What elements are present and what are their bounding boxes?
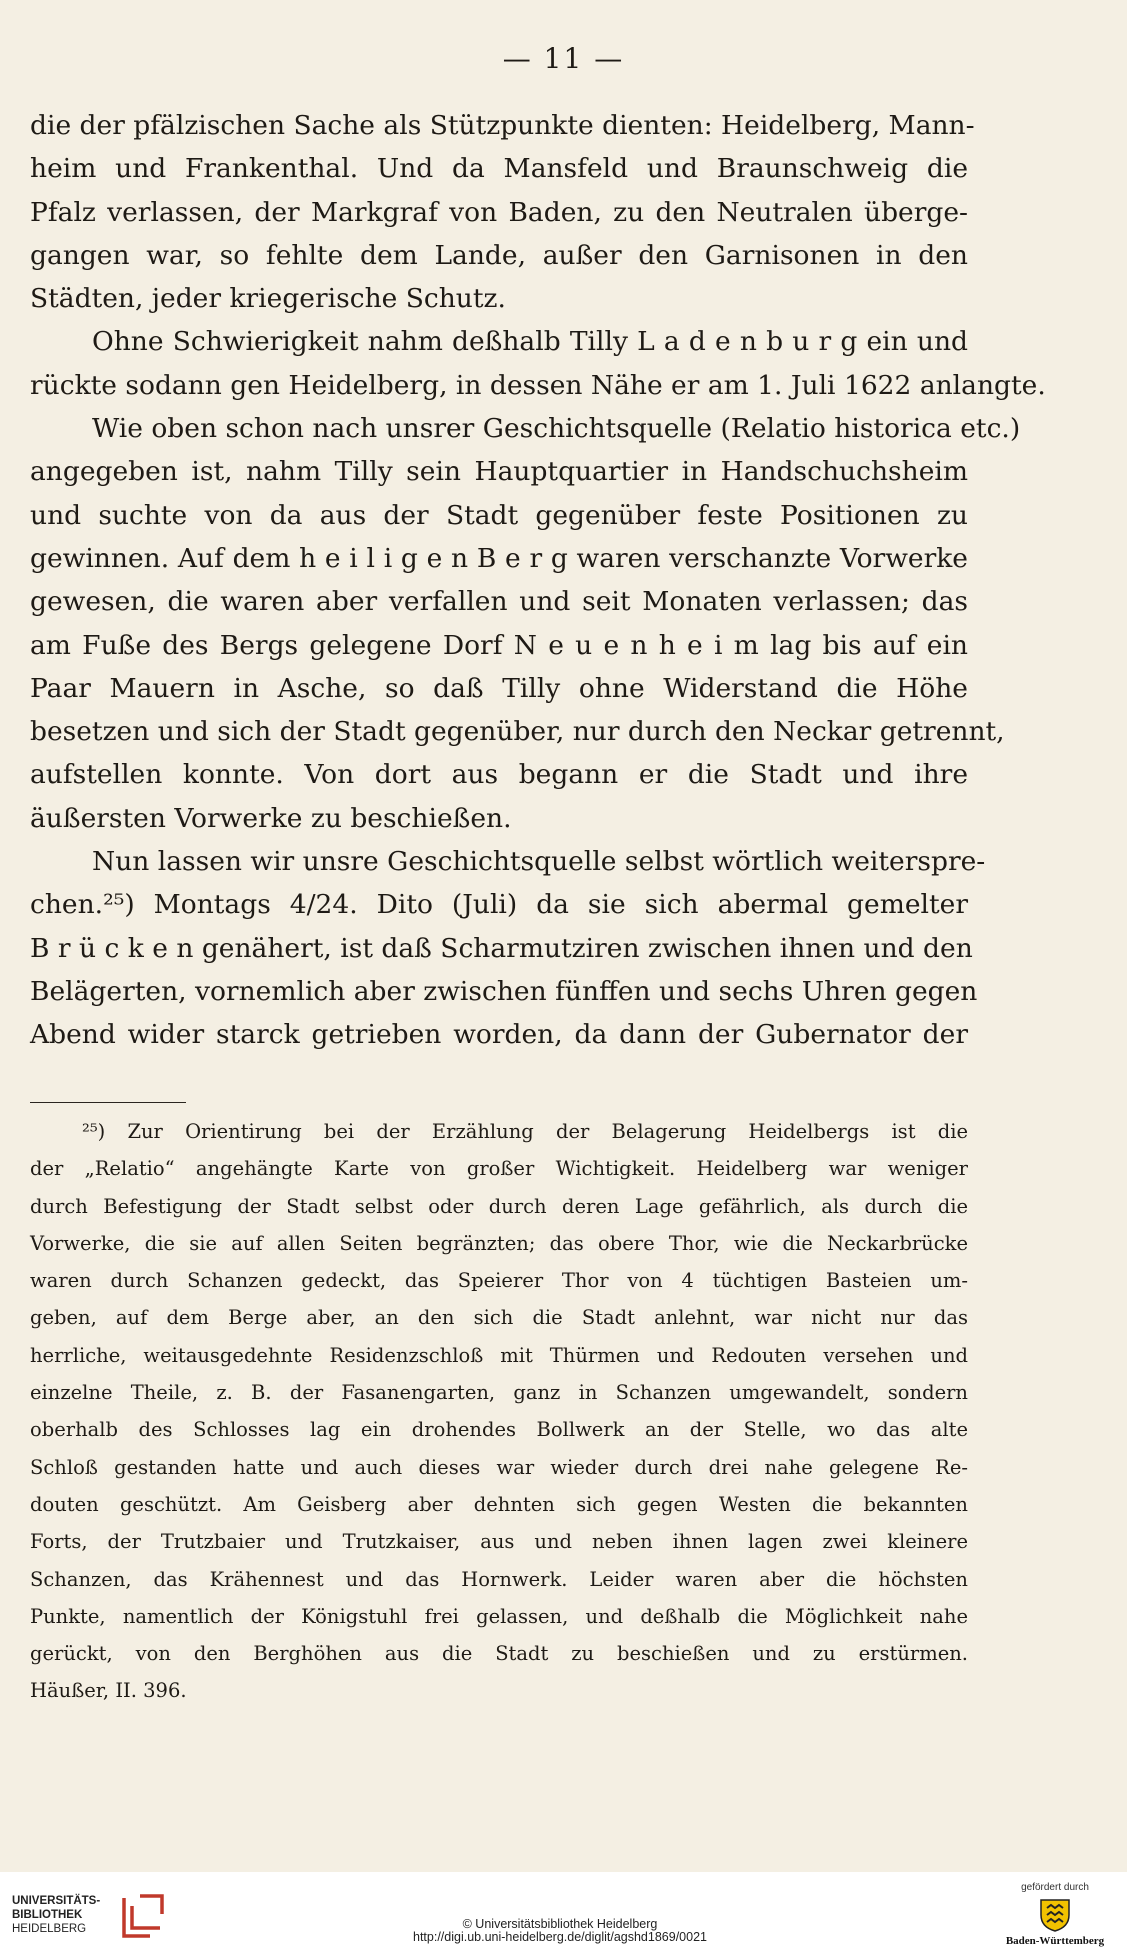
sponsor-label: gefördert durch xyxy=(1021,1882,1089,1893)
text-line: Wie oben schon nach unsrer Geschichtsquelle (Relatio historica etc.) xyxy=(92,413,1021,445)
footnote-line: waren durch Schanzen gedeckt, das Speierer Thor von 4 tüchtigen Basteien um- xyxy=(30,1269,968,1293)
sponsor-name: Baden-Württemberg xyxy=(1005,1935,1105,1947)
footnote-divider xyxy=(30,1102,186,1103)
footnote-line: geben, auf dem Berge aber, an den sich die Stadt anlehnt, war nicht nur das xyxy=(30,1306,968,1330)
footnote-line: oberhalb des Schlosses lag ein drohendes Bollwerk an der Stelle, wo das alte xyxy=(30,1418,968,1442)
sponsor-block xyxy=(995,1882,1115,1947)
footnote xyxy=(30,1113,968,1710)
text-line: Pfalz verlassen, der Markgraf von Baden, zu den Neutralen überge- xyxy=(30,196,968,228)
page-number: — 11 — xyxy=(502,42,625,75)
text-line: Nun lassen wir unsre Geschichtsquelle selbst wörtlich weiterspre- xyxy=(92,846,986,878)
footnote-line: der „Relatio“ angehängte Karte von großer Wichtigkeit. Heidelberg war weniger xyxy=(30,1157,968,1181)
logo-line: HEIDELBERG xyxy=(12,1923,87,1935)
text-line: B r ü c k e n genähert, ist daß Scharmutziren zwischen ihnen und den xyxy=(30,932,973,964)
footnote-line: einzelne Theile, z. B. der Fasanengarten, ganz in Schanzen umgewandelt, sondern xyxy=(30,1381,968,1405)
text-line: Abend wider starck getrieben worden, da dann der Gubernator der xyxy=(30,1019,968,1051)
footer-bar xyxy=(0,1872,1127,1954)
text-line: gewinnen. Auf dem h e i l i g e n B e r g waren verschanzte Vorwerke xyxy=(30,542,968,574)
footnote-line: Punkte, namentlich der Königstuhl frei gelassen, und deßhalb die Möglichkeit nahe xyxy=(30,1604,968,1628)
footnote-line: durch Befestigung der Stadt selbst oder durch deren Lage gefährlich, als durch die xyxy=(30,1194,968,1218)
footnote-line: herrliche, weitausgedehnte Residenzschloß mit Thürmen und Redouten versehen und xyxy=(30,1343,968,1367)
copyright-text: © Universitätsbibliothek Heidelberg xyxy=(462,1917,658,1931)
text-line: die der pfälzischen Sache als Stützpunkte dienten: Heidelberg, Mann- xyxy=(30,110,975,141)
text-line: Ohne Schwierigkeit nahm deßhalb Tilly L a d e n b u r g ein und xyxy=(92,326,968,358)
library-logo-icon xyxy=(120,1892,166,1942)
text-line: aufstellen konnte. Von dort aus begann er die Stadt und ihre xyxy=(30,759,968,791)
footnote-line: ²⁵) Zur Orientirung bei der Erzählung der Belagerung Heidelbergs ist die xyxy=(82,1120,968,1143)
footnote-line: douten geschützt. Am Geisberg aber dehnten sich gegen Westen die bekannten xyxy=(30,1492,968,1516)
library-logo[interactable] xyxy=(12,1888,172,1944)
footnote-line: gerückt, von den Berghöhen aus die Stadt zu beschießen und zu erstürmen. xyxy=(30,1642,968,1666)
text-line: besetzen und sich der Stadt gegenüber, nur durch den Neckar getrennt, xyxy=(30,716,1005,748)
text-line: Belägerten, vornemlich aber zwischen fünffen und sechs Uhren gegen xyxy=(30,975,978,1007)
footnote-line: Forts, der Trutzbaier und Trutzkaiser, aus und neben ihnen lagen zwei kleinere xyxy=(30,1530,968,1554)
footnote-line: Schanzen, das Krähennest und das Hornwerk. Leider waren aber die höchsten xyxy=(30,1567,968,1591)
coat-of-arms-icon xyxy=(1038,1897,1072,1933)
footnote-line: Häußer, II. 396. xyxy=(30,1679,187,1703)
text-line: äußersten Vorwerke zu beschießen. xyxy=(30,802,512,834)
logo-line: BIBLIOTHEK xyxy=(12,1909,83,1921)
permalink[interactable]: http://digi.ub.uni-heidelberg.de/diglit/agshd1869/0021 xyxy=(413,1930,707,1944)
text-line: Paar Mauern in Asche, so daß Tilly ohne Widerstand die Höhe xyxy=(30,672,968,704)
text-line: und suchte von da aus der Stadt gegenüber feste Positionen zu xyxy=(30,499,968,531)
text-line: rückte sodann gen Heidelberg, in dessen Nähe er am 1. Juli 1622 anlangte. xyxy=(30,369,1046,401)
text-line: heim und Frankenthal. Und da Mansfeld und Braunschweig die xyxy=(30,153,968,185)
text-line: angegeben ist, nahm Tilly sein Hauptquartier in Handschuchsheim xyxy=(30,456,968,488)
logo-line: UNIVERSITÄTS- xyxy=(12,1895,101,1907)
text-line: am Fuße des Bergs gelegene Dorf N e u e n h e i m lag bis auf ein xyxy=(30,629,968,661)
footnote-line: Vorwerke, die sie auf allen Seiten begränzten; das obere Thor, wie die Neckarbrücke xyxy=(30,1231,968,1255)
footnote-line: Schloß gestanden hatte und auch dieses war wieder durch drei nahe gelegene Re- xyxy=(30,1455,968,1479)
library-logo-text xyxy=(12,1894,100,1936)
text-line: gewesen, die waren aber verfallen und seit Monaten verlassen; das xyxy=(30,586,968,618)
text-line: chen.²⁵) Montags 4/24. Dito (Juli) da sie sich abermal gemelter xyxy=(30,889,968,921)
main-text xyxy=(30,104,1046,1057)
text-line: gangen war, so fehlte dem Lande, außer den Garnisonen in den xyxy=(30,239,968,271)
copyright-notice xyxy=(330,1918,790,1944)
text-line: Städten, jeder kriegerische Schutz. xyxy=(30,283,506,315)
